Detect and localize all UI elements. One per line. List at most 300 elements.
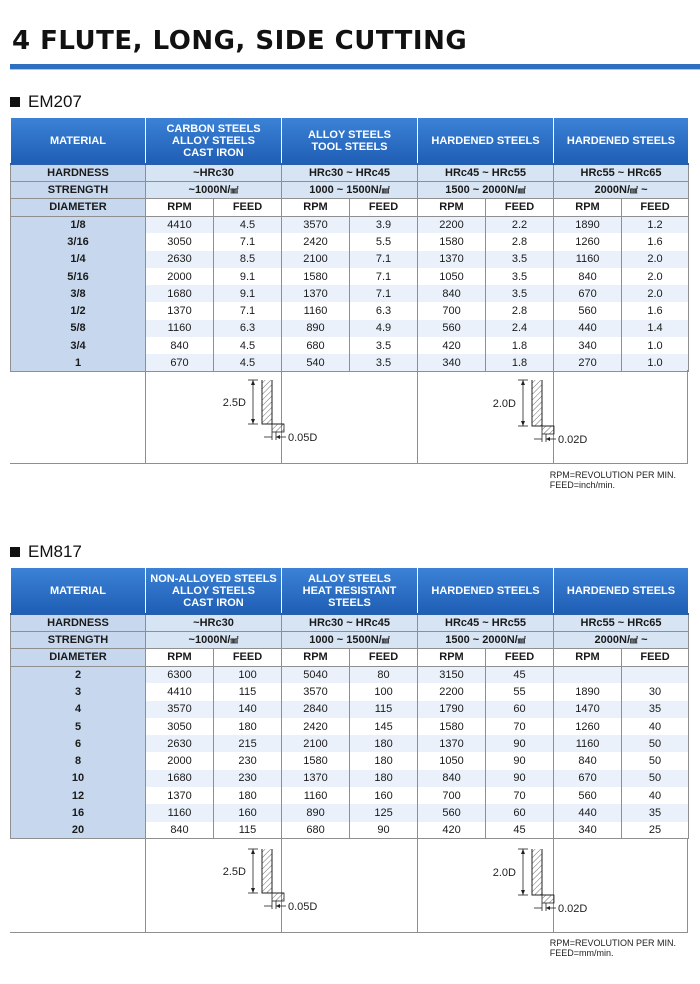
rpm-cell: 440 — [554, 804, 622, 821]
offset-label: 0.02D — [558, 434, 588, 446]
rpm-cell: 1370 — [146, 302, 214, 319]
rpm-cell: 1160 — [146, 320, 214, 337]
feed-cell: 3.5 — [350, 337, 418, 354]
diameter-cell: 3/8 — [11, 285, 146, 302]
strength-value — [554, 181, 689, 198]
table-row — [11, 683, 689, 700]
diagram-divider — [417, 839, 418, 932]
rpm-cell: 560 — [418, 320, 486, 337]
rpm-cell: 3050 — [146, 233, 214, 250]
feed-cell: 1.4 — [622, 320, 689, 337]
feed-cell: 45 — [486, 822, 554, 839]
rpm-cell: 840 — [554, 268, 622, 285]
feed-cell: 4.5 — [214, 216, 282, 233]
depth-label: 2.0D — [492, 867, 516, 879]
rpm-cell: 1050 — [418, 752, 486, 769]
feed-cell: 1.8 — [486, 354, 554, 371]
feed-cell: 60 — [486, 701, 554, 718]
feed-cell: 50 — [622, 770, 689, 787]
feed-cell: 7.1 — [214, 302, 282, 319]
table-row — [11, 302, 689, 319]
hardness-value: HRc45 ~ HRc55 — [418, 614, 554, 631]
feed-cell: 50 — [622, 735, 689, 752]
feed-cell: 145 — [350, 718, 418, 735]
rpm-cell: 1470 — [554, 701, 622, 718]
feed-cell: 2.0 — [622, 268, 689, 285]
strength-row — [11, 181, 689, 198]
depth-label: 2.0D — [492, 398, 516, 410]
feed-cell: 140 — [214, 701, 282, 718]
feed-cell: 4.9 — [350, 320, 418, 337]
feed-cell: 1.6 — [622, 302, 689, 319]
feed-cell: 100 — [214, 666, 282, 683]
rpm-cell: 1680 — [146, 770, 214, 787]
rpm-cell: 420 — [418, 337, 486, 354]
rpm-cell: 1370 — [282, 285, 350, 302]
feed-cell: 230 — [214, 752, 282, 769]
feed-cell: 1.0 — [622, 337, 689, 354]
feed-cell: 35 — [622, 804, 689, 821]
material-group-line: HARDENED STEELS — [566, 134, 676, 147]
material-header: MATERIAL — [11, 568, 146, 614]
section-name: EM207 — [28, 92, 82, 111]
diagram-divider — [687, 839, 688, 932]
rpm-cell: 2200 — [418, 216, 486, 233]
units-note — [550, 470, 676, 490]
tool-profile-drawing — [218, 845, 348, 925]
rpm-cell: 560 — [554, 787, 622, 804]
diameter-cell: 4 — [11, 701, 146, 718]
rpm-cell: 1890 — [554, 683, 622, 700]
section-heading — [10, 542, 82, 562]
feed-cell — [622, 666, 689, 683]
feed-cell: 8.5 — [214, 251, 282, 268]
rpm-cell: 840 — [146, 337, 214, 354]
feed-column-header: FEED — [622, 198, 689, 216]
table-row — [11, 285, 689, 302]
hardness-label: HARDNESS — [11, 164, 146, 181]
strength-unit: ㎟ — [630, 635, 639, 645]
rpm-cell: 2630 — [146, 735, 214, 752]
rpm-cell: 1680 — [146, 285, 214, 302]
rpm-column-header: RPM — [146, 648, 214, 666]
feed-cell: 3.5 — [486, 268, 554, 285]
hardness-value: HRc55 ~ HRc65 — [554, 614, 689, 631]
offset-label: 0.05D — [288, 432, 318, 444]
rpm-column-header: RPM — [146, 198, 214, 216]
diameter-cell: 1 — [11, 354, 146, 371]
diameter-cell: 1/2 — [11, 302, 146, 319]
material-group-line: ALLOY STEELS — [172, 134, 255, 147]
feed-cell: 2.4 — [486, 320, 554, 337]
note-line: RPM=REVOLUTION PER MIN. — [549, 470, 676, 480]
rpm-cell: 1160 — [282, 302, 350, 319]
diameter-cell: 6 — [11, 735, 146, 752]
strength-label: STRENGTH — [11, 181, 146, 198]
strength-unit: ㎟ — [230, 185, 239, 195]
material-header: MATERIAL — [11, 118, 146, 164]
feed-cell: 180 — [350, 735, 418, 752]
feed-cell: 3.5 — [486, 251, 554, 268]
rpm-column-header: RPM — [554, 198, 622, 216]
feed-column-header: FEED — [486, 648, 554, 666]
rpm-cell: 1580 — [282, 752, 350, 769]
strength-value — [554, 631, 689, 648]
depth-label: 2.5D — [222, 397, 246, 409]
section-em207 — [10, 92, 688, 492]
hardness-value: HRc55 ~ HRc65 — [554, 164, 689, 181]
rpm-cell: 1160 — [282, 787, 350, 804]
feed-cell: 125 — [350, 804, 418, 821]
diameter-cell: 8 — [11, 752, 146, 769]
feed-cell: 100 — [350, 683, 418, 700]
table-row — [11, 787, 689, 804]
feed-cell: 7.1 — [350, 251, 418, 268]
table-row — [11, 770, 689, 787]
rpm-column-header: RPM — [282, 648, 350, 666]
diameter-label: DIAMETER — [11, 648, 146, 666]
material-group-header — [282, 118, 418, 164]
rpm-cell: 670 — [554, 285, 622, 302]
page-title: 4 FLUTE, LONG, SIDE CUTTING — [12, 26, 468, 56]
rpm-column-header: RPM — [554, 648, 622, 666]
material-group-line: ALLOY STEELS — [172, 584, 255, 597]
diameter-cell: 1/8 — [11, 216, 146, 233]
strength-text: 2000N/ — [594, 183, 631, 196]
rpm-cell: 1370 — [146, 787, 214, 804]
feed-cell: 9.1 — [214, 285, 282, 302]
rpm-cell: 840 — [554, 752, 622, 769]
rpm-cell: 2000 — [146, 268, 214, 285]
feed-column-header: FEED — [622, 648, 689, 666]
cutting-depth-diagram — [488, 376, 618, 456]
cutting-diagrams — [10, 839, 688, 933]
strength-value — [282, 631, 418, 648]
strength-unit: ㎟ — [381, 185, 390, 195]
table-row — [11, 822, 689, 839]
section-em817 — [10, 542, 688, 962]
table-row — [11, 233, 689, 250]
header-row — [11, 118, 689, 164]
strength-text: 1000 ~ 1500N/ — [309, 633, 382, 646]
rpm-cell: 2420 — [282, 718, 350, 735]
feed-column-header: FEED — [350, 648, 418, 666]
rpm-cell: 670 — [554, 770, 622, 787]
feed-cell: 70 — [486, 718, 554, 735]
table-row — [11, 320, 689, 337]
feed-cell: 6.3 — [214, 320, 282, 337]
diameter-cell: 3/4 — [11, 337, 146, 354]
strength-text: 1000 ~ 1500N/ — [309, 183, 382, 196]
rpm-cell: 1160 — [146, 804, 214, 821]
material-group-header — [146, 568, 282, 614]
feed-column-header: FEED — [486, 198, 554, 216]
feed-cell: 1.0 — [622, 354, 689, 371]
diagram-divider — [145, 839, 146, 932]
material-group-line: TOOL STEELS — [311, 140, 388, 153]
strength-unit: ㎟ — [630, 185, 639, 195]
feed-cell: 115 — [214, 822, 282, 839]
rpm-cell: 890 — [282, 320, 350, 337]
diameter-cell: 10 — [11, 770, 146, 787]
rpm-cell: 1370 — [418, 251, 486, 268]
feed-cell: 7.1 — [350, 285, 418, 302]
rpm-cell: 2420 — [282, 233, 350, 250]
rpm-cell: 700 — [418, 787, 486, 804]
rpm-cell: 2840 — [282, 701, 350, 718]
hardness-value: HRc30 ~ HRc45 — [282, 164, 418, 181]
table-row — [11, 735, 689, 752]
table-row — [11, 752, 689, 769]
feed-cell: 80 — [350, 666, 418, 683]
rpm-cell: 560 — [418, 804, 486, 821]
diameter-cell: 5 — [11, 718, 146, 735]
material-group-header — [418, 118, 554, 164]
feed-cell: 7.1 — [214, 233, 282, 250]
feed-cell: 6.3 — [350, 302, 418, 319]
note-line: RPM=REVOLUTION PER MIN. — [549, 938, 676, 948]
diameter-cell: 5/16 — [11, 268, 146, 285]
rpm-cell: 4410 — [146, 683, 214, 700]
diameter-cell: 20 — [11, 822, 146, 839]
strength-suffix: ~ — [638, 633, 648, 646]
feed-column-header: FEED — [350, 198, 418, 216]
diameter-cell: 3/16 — [11, 233, 146, 250]
rpm-cell: 2100 — [282, 735, 350, 752]
feed-cell: 90 — [486, 770, 554, 787]
feed-cell: 55 — [486, 683, 554, 700]
tool-profile-drawing — [488, 845, 618, 925]
diagram-divider — [687, 370, 688, 463]
rpm-cell: 3570 — [146, 701, 214, 718]
material-group-line: CARBON STEELS — [166, 122, 261, 135]
feed-cell: 2.8 — [486, 233, 554, 250]
column-header-row — [11, 198, 689, 216]
rpm-cell: 890 — [282, 804, 350, 821]
feed-cell: 2.2 — [486, 216, 554, 233]
material-group-line: ALLOY STEELS — [308, 128, 391, 141]
rpm-cell: 2630 — [146, 251, 214, 268]
material-group-header — [554, 118, 689, 164]
strength-unit: ㎟ — [517, 635, 526, 645]
rpm-cell: 340 — [418, 354, 486, 371]
hardness-row — [11, 164, 689, 181]
rpm-cell: 3570 — [282, 683, 350, 700]
table-row — [11, 251, 689, 268]
material-group-header — [554, 568, 689, 614]
feed-cell: 45 — [486, 666, 554, 683]
tool-profile-drawing — [488, 376, 618, 456]
rpm-cell: 1580 — [418, 718, 486, 735]
strength-unit: ㎟ — [230, 635, 239, 645]
feed-cell: 7.1 — [350, 268, 418, 285]
rpm-column-header: RPM — [282, 198, 350, 216]
feed-cell: 2.8 — [486, 302, 554, 319]
feed-cell: 3.5 — [350, 354, 418, 371]
feed-cell: 5.5 — [350, 233, 418, 250]
diameter-cell: 3 — [11, 683, 146, 700]
rpm-cell: 840 — [146, 822, 214, 839]
diagram-divider — [417, 370, 418, 463]
feed-cell: 1.2 — [622, 216, 689, 233]
feed-cell: 90 — [486, 752, 554, 769]
rpm-cell: 3050 — [146, 718, 214, 735]
rpm-cell: 1370 — [418, 735, 486, 752]
section-heading — [10, 92, 82, 112]
feed-cell: 70 — [486, 787, 554, 804]
rpm-cell: 1370 — [282, 770, 350, 787]
rpm-cell: 540 — [282, 354, 350, 371]
feed-cell: 9.1 — [214, 268, 282, 285]
feed-cell: 50 — [622, 752, 689, 769]
strength-suffix: ~ — [638, 183, 648, 196]
rpm-cell: 840 — [418, 285, 486, 302]
hardness-value: HRc45 ~ HRc55 — [418, 164, 554, 181]
rpm-cell: 670 — [146, 354, 214, 371]
material-group-line: CAST IRON — [183, 596, 244, 609]
hardness-value: HRc30 ~ HRc45 — [282, 614, 418, 631]
feed-cell: 90 — [486, 735, 554, 752]
feed-cell: 1.8 — [486, 337, 554, 354]
cutting-depth-diagram — [218, 376, 348, 456]
strength-row — [11, 631, 689, 648]
rpm-cell: 6300 — [146, 666, 214, 683]
rpm-column-header: RPM — [418, 648, 486, 666]
material-group-line: HARDENED STEELS — [431, 134, 540, 147]
rpm-cell: 420 — [418, 822, 486, 839]
strength-value — [418, 631, 554, 648]
strength-text: 1500 ~ 2000N/ — [445, 633, 518, 646]
feed-cell: 90 — [350, 822, 418, 839]
cutting-depth-diagram — [488, 845, 618, 925]
strength-value — [146, 181, 282, 198]
column-header-row — [11, 648, 689, 666]
table-row — [11, 804, 689, 821]
title-rule — [10, 64, 700, 69]
hardness-label: HARDNESS — [11, 614, 146, 631]
material-group-header — [418, 568, 554, 614]
note-line: FEED=inch/min. — [549, 480, 615, 490]
strength-value — [282, 181, 418, 198]
rpm-column-header: RPM — [418, 198, 486, 216]
rpm-cell: 2200 — [418, 683, 486, 700]
material-group-header — [146, 118, 282, 164]
feed-cell: 180 — [214, 787, 282, 804]
diameter-cell: 12 — [11, 787, 146, 804]
feed-cell: 25 — [622, 822, 689, 839]
feed-cell: 215 — [214, 735, 282, 752]
rpm-cell: 3150 — [418, 666, 486, 683]
material-group-line: NON-ALLOYED STEELS — [150, 572, 277, 585]
depth-label: 2.5D — [222, 866, 246, 878]
header-row — [11, 568, 689, 614]
table-row — [11, 666, 689, 683]
feed-cell: 4.5 — [214, 354, 282, 371]
spec-table — [10, 118, 689, 372]
rpm-cell: 2100 — [282, 251, 350, 268]
diameter-cell: 2 — [11, 666, 146, 683]
feed-cell: 2.0 — [622, 251, 689, 268]
strength-unit: ㎟ — [517, 185, 526, 195]
rpm-cell: 3570 — [282, 216, 350, 233]
strength-text: ~1000N/ — [188, 183, 231, 196]
feed-cell: 40 — [622, 787, 689, 804]
diameter-cell: 5/8 — [11, 320, 146, 337]
diameter-label: DIAMETER — [11, 198, 146, 216]
diameter-cell: 16 — [11, 804, 146, 821]
note-line: FEED=mm/min. — [549, 948, 614, 958]
material-group-line: ALLOY STEELS — [308, 572, 391, 585]
feed-cell: 60 — [486, 804, 554, 821]
table-row — [11, 216, 689, 233]
rpm-cell: 440 — [554, 320, 622, 337]
rpm-cell: 1160 — [554, 735, 622, 752]
material-group-line: HARDENED STEELS — [566, 584, 676, 597]
table-row — [11, 337, 689, 354]
rpm-cell: 1580 — [282, 268, 350, 285]
feed-cell: 180 — [350, 770, 418, 787]
material-group-line: STEELS — [328, 596, 371, 609]
section-name: EM817 — [28, 542, 82, 561]
rpm-cell: 270 — [554, 354, 622, 371]
feed-cell: 160 — [350, 787, 418, 804]
feed-cell: 1.6 — [622, 233, 689, 250]
strength-unit: ㎟ — [381, 635, 390, 645]
diagram-divider — [145, 370, 146, 463]
tool-profile-drawing — [218, 376, 348, 456]
cutting-depth-diagram — [218, 845, 348, 925]
feed-cell: 230 — [214, 770, 282, 787]
rpm-cell — [554, 666, 622, 683]
feed-cell: 160 — [214, 804, 282, 821]
material-group-line: HEAT RESISTANT — [302, 584, 397, 597]
rpm-cell: 1890 — [554, 216, 622, 233]
strength-text: ~1000N/ — [188, 633, 231, 646]
rpm-cell: 1260 — [554, 233, 622, 250]
feed-cell: 180 — [350, 752, 418, 769]
rpm-cell: 2000 — [146, 752, 214, 769]
rpm-cell: 680 — [282, 822, 350, 839]
units-note — [550, 938, 676, 958]
feed-column-header: FEED — [214, 648, 282, 666]
feed-cell: 40 — [622, 718, 689, 735]
strength-text: 1500 ~ 2000N/ — [445, 183, 518, 196]
feed-cell: 3.9 — [350, 216, 418, 233]
feed-cell: 4.5 — [214, 337, 282, 354]
offset-label: 0.02D — [558, 903, 588, 915]
rpm-cell: 1050 — [418, 268, 486, 285]
feed-cell: 3.5 — [486, 285, 554, 302]
feed-cell: 115 — [350, 701, 418, 718]
rpm-cell: 560 — [554, 302, 622, 319]
strength-value — [418, 181, 554, 198]
rpm-cell: 4410 — [146, 216, 214, 233]
feed-column-header: FEED — [214, 198, 282, 216]
square-bullet-icon — [10, 97, 20, 107]
spec-table — [10, 568, 689, 839]
feed-cell: 180 — [214, 718, 282, 735]
rpm-cell: 1580 — [418, 233, 486, 250]
rpm-cell: 1160 — [554, 251, 622, 268]
table-row — [11, 268, 689, 285]
offset-label: 0.05D — [288, 901, 318, 913]
feed-cell: 35 — [622, 701, 689, 718]
hardness-value: ~HRc30 — [146, 164, 282, 181]
material-group-line: HARDENED STEELS — [431, 584, 540, 597]
material-group-header — [282, 568, 418, 614]
rpm-cell: 5040 — [282, 666, 350, 683]
table-row — [11, 718, 689, 735]
